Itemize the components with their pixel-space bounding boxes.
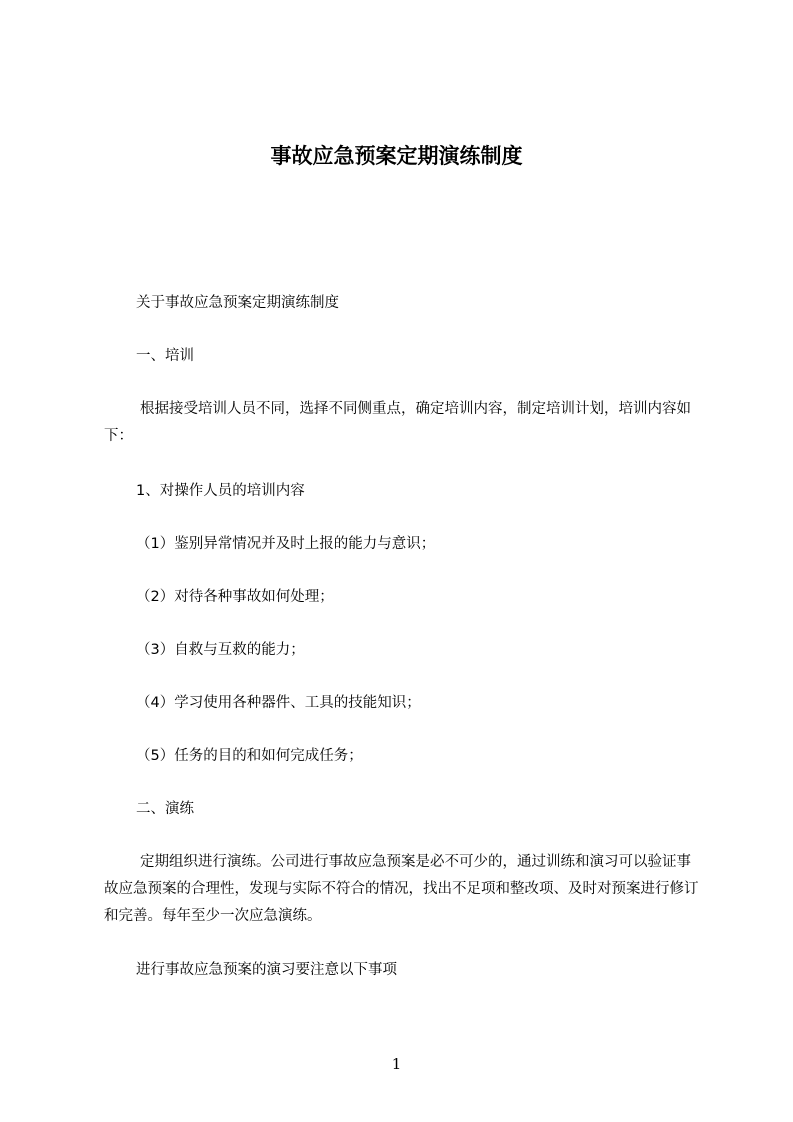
training-item-3: （3）自救与互救的能力； xyxy=(136,642,305,658)
training-intro-paragraph: 根据接受培训人员不同，选择不同侧重点，确定培训内容，制定培训计划，培训内容如下： xyxy=(104,401,691,444)
training-item-1: （1）鉴别异常情况并及时上报的能力与意识； xyxy=(136,536,436,552)
section-heading-training: 一、培训 xyxy=(136,348,194,364)
training-item-4: （4）学习使用各种器件、工具的技能知识； xyxy=(136,695,421,711)
training-item-2: （2）对待各种事故如何处理； xyxy=(136,589,334,605)
section-heading-drill: 二、演练 xyxy=(136,801,194,817)
page-number: 1 xyxy=(391,1055,402,1073)
training-subheading-operators: 1、对操作人员的培训内容 xyxy=(136,483,305,499)
drill-note: 进行事故应急预案的演习要注意以下事项 xyxy=(136,962,397,978)
document-subtitle: 关于事故应急预案定期演练制度 xyxy=(136,295,339,311)
document-title: 事故应急预案定期演练制度 xyxy=(270,144,523,168)
drill-paragraph: 定期组织进行演练。公司进行事故应急预案是必不可少的，通过训练和演习可以验证事故应急预案的合理性，发现与实际不符合的情况，找出不足项和整改项、及时对预案进行修订和完善。每年至少一次应急演练。 xyxy=(104,854,699,924)
training-item-5: （5）任务的目的和如何完成任务； xyxy=(136,748,363,764)
